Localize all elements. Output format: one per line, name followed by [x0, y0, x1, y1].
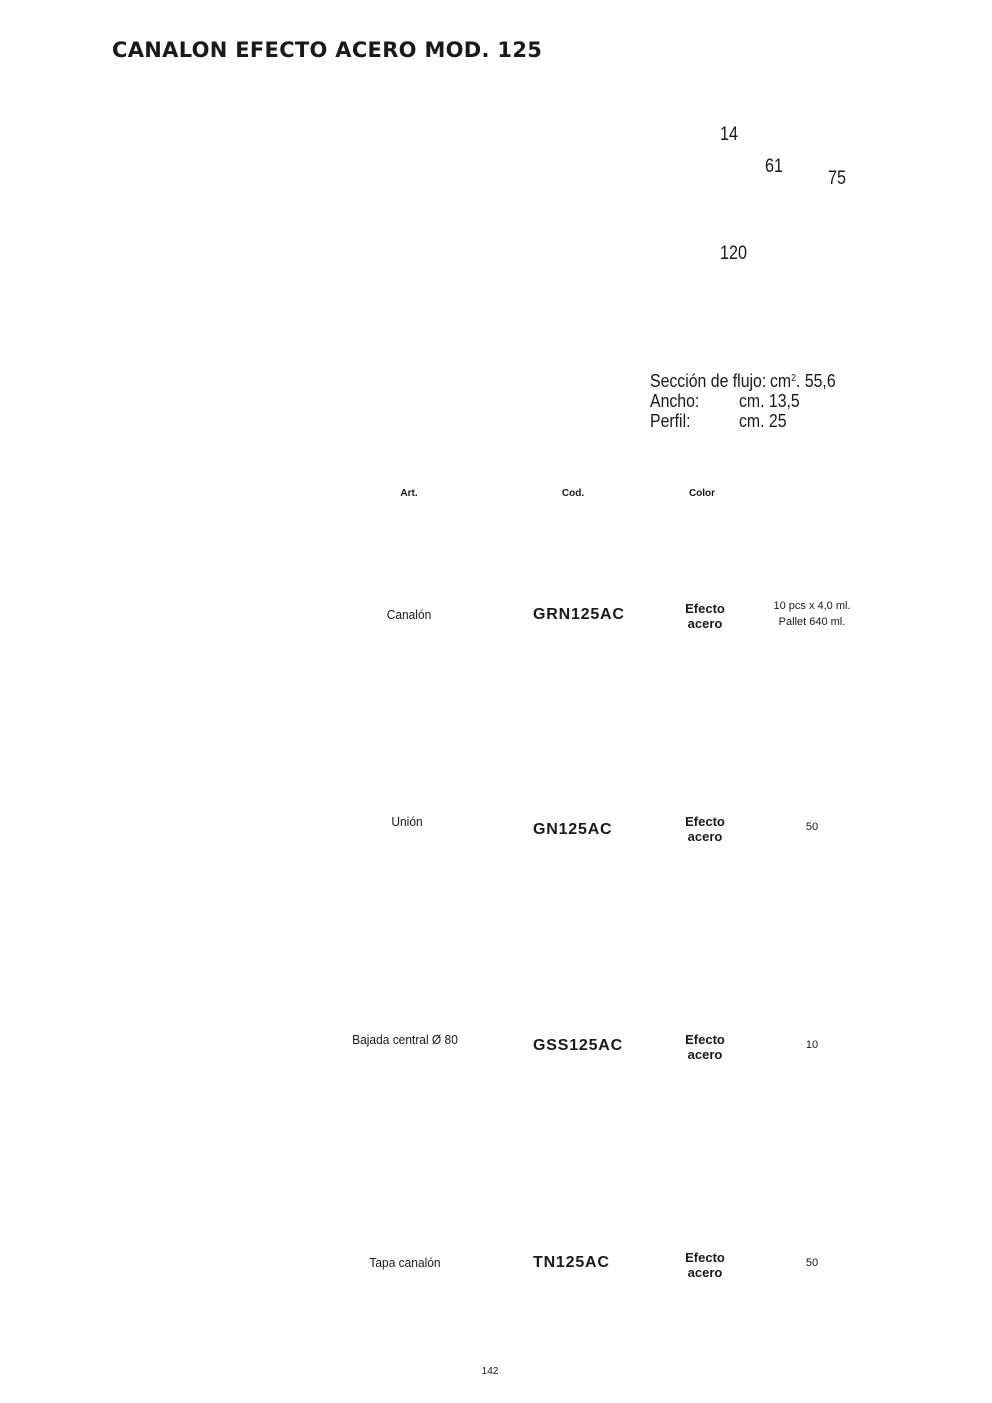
- dimension-label: 14: [720, 124, 738, 145]
- color-line: acero: [687, 616, 723, 631]
- page-number: 142: [481, 1366, 499, 1377]
- article-color: [685, 1032, 725, 1062]
- packaging-line: Pallet 640 ml.: [778, 616, 846, 628]
- width-label: Ancho:: [650, 391, 700, 411]
- flow-unit: cm: [770, 371, 792, 391]
- article-packaging: [806, 1037, 818, 1053]
- flow-section-value: [770, 371, 836, 392]
- color-line: acero: [687, 1047, 723, 1062]
- color-line: Efecto: [685, 1250, 725, 1265]
- color-line: acero: [687, 1265, 723, 1280]
- profile-label: Perfil:: [650, 411, 691, 431]
- flow-unit-superscript: 2: [791, 373, 797, 384]
- article-color: [685, 601, 725, 631]
- profile-value: cm. 25: [739, 411, 787, 431]
- article-code: GRN125AC: [533, 606, 625, 623]
- color-line: Efecto: [685, 814, 725, 829]
- article-name: Unión: [391, 814, 423, 829]
- article-packaging: [773, 598, 850, 630]
- article-color: [685, 1250, 725, 1280]
- packaging-line: 10 pcs x 4,0 ml.: [773, 600, 851, 612]
- article-color: [685, 814, 725, 844]
- article-code: TN125AC: [533, 1254, 610, 1271]
- article-name: Bajada central Ø 80: [352, 1032, 458, 1047]
- column-header-color: Color: [688, 488, 716, 499]
- width-value: cm. 13,5: [739, 391, 800, 411]
- article-code: GSS125AC: [533, 1037, 623, 1054]
- article-packaging: [806, 819, 818, 835]
- flow-value: . 55,6: [796, 371, 836, 391]
- article-name: Canalón: [386, 607, 432, 622]
- dimension-label: 120: [720, 243, 747, 264]
- dimension-label: 61: [765, 156, 783, 177]
- flow-section-label: Sección de flujo:: [650, 371, 767, 391]
- packaging-line: 50: [805, 821, 819, 833]
- column-header-art: Art.: [400, 488, 418, 499]
- article-packaging: [806, 1255, 818, 1271]
- packaging-line: 10: [805, 1039, 819, 1051]
- color-line: acero: [687, 829, 723, 844]
- color-line: Efecto: [685, 601, 725, 616]
- article-name: Tapa canalón: [369, 1255, 441, 1270]
- article-code: GN125AC: [533, 821, 613, 838]
- column-header-cod: Cod.: [561, 488, 585, 499]
- packaging-line: 50: [805, 1257, 819, 1269]
- dimension-label: 75: [828, 168, 846, 189]
- color-line: Efecto: [685, 1032, 725, 1047]
- page-title: CANALON EFECTO ACERO MOD. 125: [112, 38, 543, 62]
